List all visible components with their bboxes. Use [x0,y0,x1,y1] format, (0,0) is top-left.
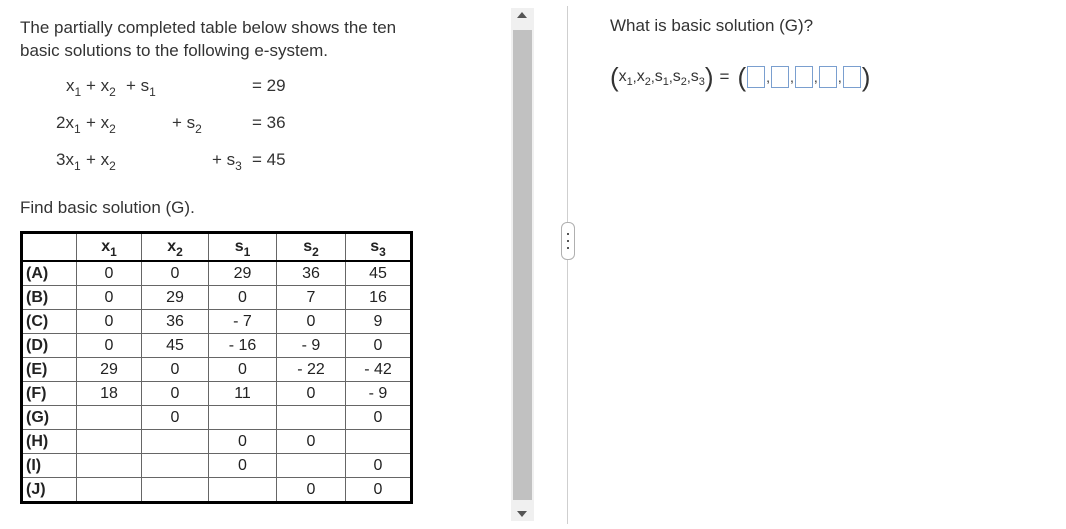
table-row [22,310,412,334]
variable-x2: $x_2$ [636,68,651,88]
intro-line-1: The partially completed table below shows the ten [20,18,397,37]
table-cell: 36 [142,310,209,334]
table-cell [277,406,346,430]
table-cell: - 7 [209,310,277,334]
table-cell [142,430,209,454]
eq2-rhs: = 36 [252,113,286,132]
grip-dot-icon [567,247,569,249]
intro-line-2: basic solutions to the following e-system. [20,41,329,60]
table-cell: 0 [277,310,346,334]
table-row [22,478,412,503]
eq1-term-b: + $x_2$ [86,76,116,99]
answer-row: ( $x_1$ , $x_2$ , $s_1$ , $s_2$ , $s_3$ ) = ( , , , , ) [610,62,871,92]
table-cell: 0 [277,430,346,454]
table-cell: 0 [77,286,142,310]
table-header-row [22,233,412,262]
eq2-term-c: + $s_2$ [172,113,202,136]
table-cell [209,406,277,430]
table-cell: - 9 [346,382,412,406]
table-cell: 18 [77,382,142,406]
table-cell: 0 [346,478,412,503]
table-cell: 0 [346,454,412,478]
eq3-rhs: = 45 [252,150,286,169]
answer-open-paren: ( [737,62,747,92]
find-instruction: Find basic solution (G). [20,198,195,217]
row-label: (D) [22,334,77,358]
answer-input-s2[interactable] [819,66,837,88]
table-row [22,358,412,382]
equals-sign: = [719,67,730,86]
scroll-up-arrow-icon[interactable] [517,12,527,18]
variable-s3: $s_3$ [690,68,705,88]
eq3-term-b: + $x_2$ [86,150,116,173]
table-cell [77,406,142,430]
grip-dot-icon [567,240,569,242]
table-cell [142,478,209,503]
eq1-rhs: = 29 [252,76,286,95]
table-cell: 0 [142,406,209,430]
header-corner [22,233,77,262]
eq1-term-a: $x_1$ [66,76,82,99]
row-label: (J) [22,478,77,503]
table-cell: 0 [209,454,277,478]
row-label: (A) [22,261,77,286]
answer-close-paren: ) [861,62,871,92]
table-cell: 0 [209,430,277,454]
table-cell [142,454,209,478]
table-cell: 0 [209,358,277,382]
table-cell: 11 [209,382,277,406]
table-cell [209,478,277,503]
header-s2: $s_2$ [277,233,346,262]
header-x1: $x_1$ [77,233,142,262]
row-label: (F) [22,382,77,406]
table-cell: 9 [346,310,412,334]
table-cell: - 16 [209,334,277,358]
header-s1: $s_1$ [209,233,277,262]
table-cell: 0 [346,334,412,358]
table-cell: 0 [277,478,346,503]
table-cell: 0 [77,261,142,286]
table-row [22,382,412,406]
panel-resize-handle[interactable] [561,222,575,260]
table-cell [277,454,346,478]
table-cell [77,478,142,503]
answer-input-x2[interactable] [771,66,789,88]
table-row [22,334,412,358]
answer-input-s1[interactable] [795,66,813,88]
table-cell [77,430,142,454]
table-cell: 36 [277,261,346,286]
row-label: (I) [22,454,77,478]
answer-input-x1[interactable] [747,66,765,88]
table-cell: 29 [209,261,277,286]
row-label: (B) [22,286,77,310]
variable-s2: $s_2$ [672,68,687,88]
table-cell: 0 [77,310,142,334]
table-cell: 45 [142,334,209,358]
row-label: (G) [22,406,77,430]
problem-panel [20,16,490,498]
variable-s1: $s_1$ [654,68,669,88]
answer-panel [610,16,871,92]
table-cell: 0 [142,382,209,406]
table-row [22,286,412,310]
eq2-term-a: $2x_1$ [56,113,81,136]
table-cell [77,454,142,478]
table-cell: 0 [209,286,277,310]
eq2-term-b: + $x_2$ [86,113,116,136]
table-cell: 29 [77,358,142,382]
table-body [22,261,412,503]
grip-dot-icon [567,233,569,235]
header-s3: $s_3$ [346,233,412,262]
answer-input-s3[interactable] [843,66,861,88]
table-cell: - 9 [277,334,346,358]
left-panel-scrollbar[interactable] [511,8,534,521]
table-row [22,454,412,478]
table-cell: 45 [346,261,412,286]
table-cell: 0 [346,406,412,430]
table-cell: 29 [142,286,209,310]
close-paren: ) [704,62,714,92]
scroll-down-arrow-icon[interactable] [517,511,527,517]
scrollbar-thumb[interactable] [513,30,532,500]
table-row [22,430,412,454]
eq1-term-c: + $s_1$ [126,76,156,99]
table-cell: 0 [142,261,209,286]
open-paren: ( [610,62,619,92]
table-cell: - 22 [277,358,346,382]
table-cell: 0 [277,382,346,406]
question-text: What is basic solution (G)? [610,16,814,35]
row-label: (H) [22,430,77,454]
eq3-term-c: + $s_3$ [212,150,242,173]
table-cell: - 42 [346,358,412,382]
table-cell: 0 [142,358,209,382]
row-label: (E) [22,358,77,382]
row-label: (C) [22,310,77,334]
panel-divider [567,6,568,524]
table-cell: 16 [346,286,412,310]
table-cell [346,430,412,454]
equation-system [20,74,490,194]
table-cell: 7 [277,286,346,310]
intro-text [20,16,490,62]
basic-solutions-table [20,231,413,504]
table-row [22,261,412,286]
variable-x1: $x_1$ [618,68,633,88]
eq3-term-a: $3x_1$ [56,150,81,173]
header-x2: $x_2$ [142,233,209,262]
table-cell: 0 [77,334,142,358]
table-row [22,406,412,430]
